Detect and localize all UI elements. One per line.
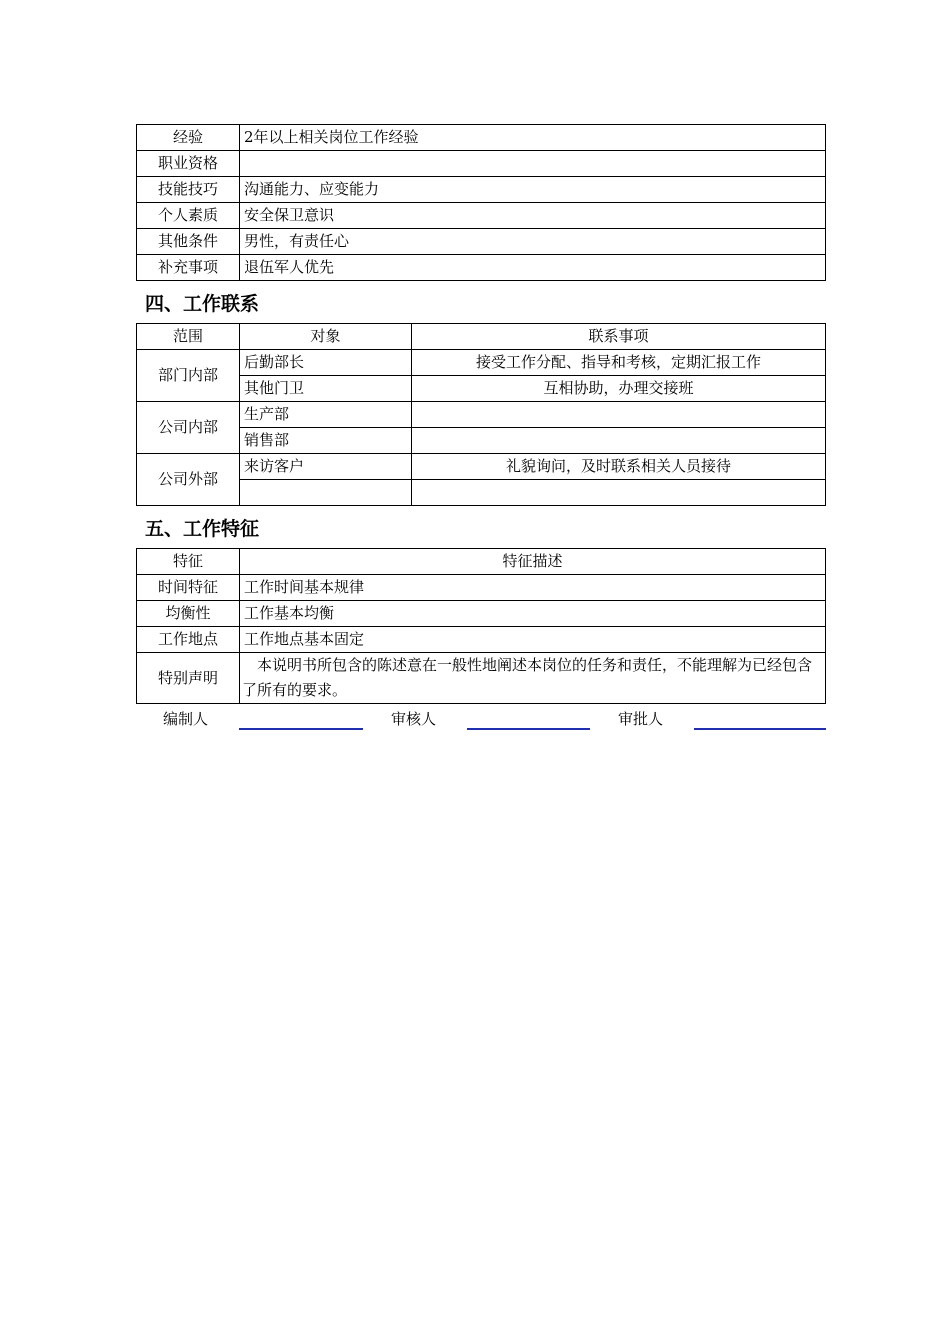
reviewer-label: 审核人 <box>391 710 437 728</box>
req-label: 职业资格 <box>137 151 240 177</box>
approver-signature-line[interactable] <box>694 728 826 730</box>
matter-cell <box>412 480 826 506</box>
desc-cell: 本说明书所包含的陈述意在一般性地阐述本岗位的任务和责任，不能理解为已经包含了所有的要求。 <box>240 653 826 704</box>
table-row <box>137 177 826 203</box>
scope-cell: 部门内部 <box>137 350 240 402</box>
req-label: 技能技巧 <box>137 177 240 203</box>
object-cell: 来访客户 <box>240 454 412 480</box>
header-matter: 联系事项 <box>412 324 826 350</box>
object-cell <box>240 480 412 506</box>
table-row <box>137 428 826 454</box>
table-header-row <box>137 324 826 350</box>
features-table <box>136 548 826 704</box>
req-label: 补充事项 <box>137 255 240 281</box>
editor-signature-line[interactable] <box>239 728 363 730</box>
object-cell: 其他门卫 <box>240 376 412 402</box>
feature-cell: 时间特征 <box>137 575 240 601</box>
header-desc: 特征描述 <box>240 549 826 575</box>
header-feature: 特征 <box>137 549 240 575</box>
req-value: 沟通能力、应变能力 <box>240 177 826 203</box>
table-header-row <box>137 549 826 575</box>
desc-cell: 工作基本均衡 <box>240 601 826 627</box>
req-label: 个人素质 <box>137 203 240 229</box>
table-row <box>137 203 826 229</box>
table-row <box>137 125 826 151</box>
req-label: 其他条件 <box>137 229 240 255</box>
table-row <box>137 627 826 653</box>
table-row <box>137 376 826 402</box>
matter-cell: 互相协助，办理交接班 <box>412 376 826 402</box>
table-row <box>137 151 826 177</box>
matter-cell: 礼貌询问，及时联系相关人员接待 <box>412 454 826 480</box>
req-value: 安全保卫意识 <box>240 203 826 229</box>
object-cell: 后勤部长 <box>240 350 412 376</box>
object-cell: 生产部 <box>240 402 412 428</box>
contacts-table <box>136 323 826 506</box>
requirements-table <box>136 124 826 281</box>
desc-cell: 工作时间基本规律 <box>240 575 826 601</box>
table-row <box>137 575 826 601</box>
scope-cell: 公司外部 <box>137 454 240 506</box>
matter-cell: 接受工作分配、指导和考核，定期汇报工作 <box>412 350 826 376</box>
object-cell: 销售部 <box>240 428 412 454</box>
feature-cell: 特别声明 <box>137 653 240 704</box>
table-row <box>137 653 826 704</box>
section-title-contacts: 四、工作联系 <box>145 293 260 315</box>
table-row <box>137 255 826 281</box>
feature-cell: 均衡性 <box>137 601 240 627</box>
matter-cell <box>412 402 826 428</box>
editor-label: 编制人 <box>163 710 209 728</box>
feature-cell: 工作地点 <box>137 627 240 653</box>
matter-cell <box>412 428 826 454</box>
req-value <box>240 151 826 177</box>
req-label: 经验 <box>137 125 240 151</box>
table-row <box>137 480 826 506</box>
table-row <box>137 454 826 480</box>
approver-label: 审批人 <box>618 710 664 728</box>
table-row <box>137 229 826 255</box>
desc-cell: 工作地点基本固定 <box>240 627 826 653</box>
req-value: 男性，有责任心 <box>240 229 826 255</box>
req-value: 退伍军人优先 <box>240 255 826 281</box>
header-object: 对象 <box>240 324 412 350</box>
header-scope: 范围 <box>137 324 240 350</box>
reviewer-signature-line[interactable] <box>467 728 590 730</box>
table-row <box>137 601 826 627</box>
table-row <box>137 402 826 428</box>
scope-cell: 公司内部 <box>137 402 240 454</box>
section-title-features: 五、工作特征 <box>145 518 260 540</box>
table-row <box>137 350 826 376</box>
req-value: 2年以上相关岗位工作经验 <box>240 125 826 151</box>
